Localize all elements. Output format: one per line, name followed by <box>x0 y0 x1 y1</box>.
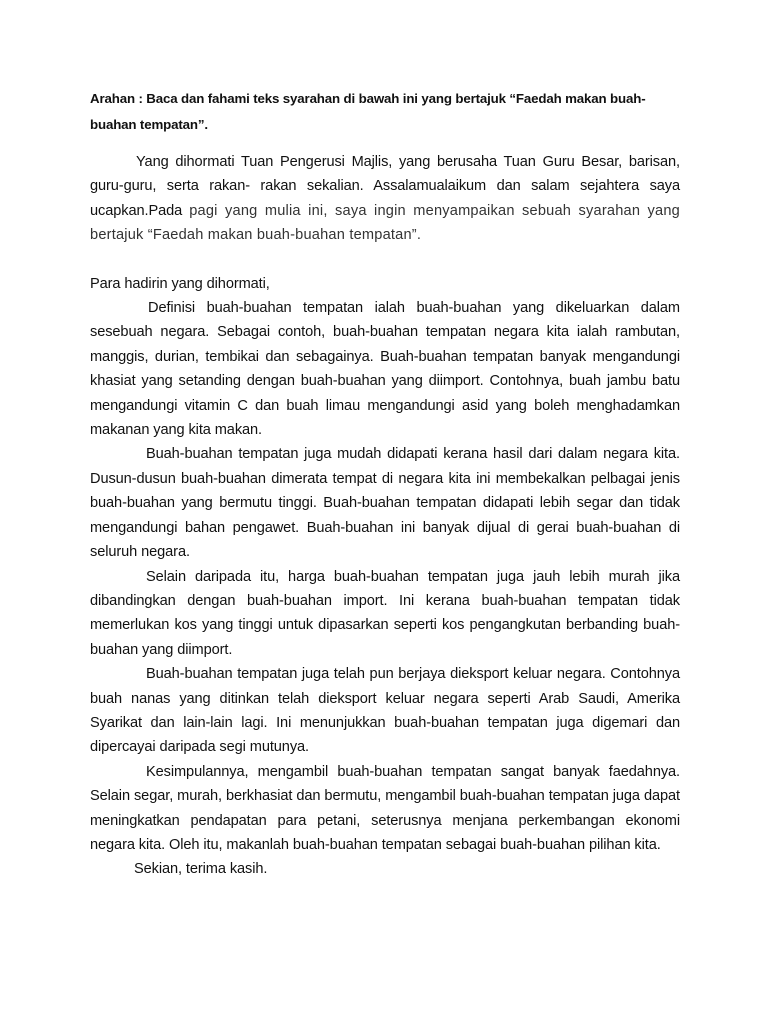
instruction-heading: Arahan : Baca dan fahami teks syarahan di bawah ini yang bertajuk “Faedah makan buah-buahan tempatan”. <box>90 91 646 132</box>
paragraph-export: Buah-buahan tempatan juga telah pun berjaya dieksport keluar negara. Contohnya buah nanas yang ditinkan telah dieksport keluar negara seperti Arab Saudi, Amerika Syarikat dan lain-lain lagi. Ini menunjukkan buah-buahan tempatan juga digemari dan dipercayai daripada segi mutunya. <box>90 666 680 756</box>
speech-title-sentence: pagi yang mulia ini, saya ingin menyampaikan sebuah syarahan yang bertajuk “Faedah makan buah-buahan tempatan”. <box>90 202 680 244</box>
paragraph-price: Selain daripada itu, harga buah-buahan tempatan juga jauh lebih murah jika dibandingkan dengan buah-buahan import. Ini kerana buah-buahan tempatan tidak memerlukan kos yang tinggi untuk dipasarkan seperti kos pengangkutan berbanding buah-buahan yang diimport. <box>90 568 680 658</box>
opening-sentence-continuation: Pada <box>148 202 190 219</box>
paragraph-availability: Buah-buahan tempatan juga mudah didapati kerana hasil dari dalam negara kita. Dusun-dusun buah-buahan dimerata tempat di negara kita ini membekalkan pelbagai jenis buah-buahan yang bermutu tinggi. Buah-buahan tempatan didapati lebih segar dan tidak mengandungi bahan pengawet. Buah-buahan ini banyak dijual di gerai buah-buahan di seluruh negara. <box>90 446 680 561</box>
closing-line: Sekian, terima kasih. <box>134 861 268 878</box>
greeting-line: Para hadirin yang dihormati, <box>90 275 270 292</box>
opening-sentence: Yang dihormati Tuan Pengerusi Majlis, yang berusaha Tuan Guru Besar, barisan, guru-guru, serta rakan- rakan sekalian. Assalamualaikum dan salam sejahtera saya ucapkan. <box>90 154 680 219</box>
paragraph-definition: Definisi buah-buahan tempatan ialah buah-buahan yang dikeluarkan dalam sesebuah negara. Sebagai contoh, buah-buahan tempatan negara kita ialah rambutan, manggis, durian, tembikai dan sebagainya. Buah-buahan tempatan banyak mengandungi khasiat yang setanding dengan buah-buahan yang diimport. Contohnya, buah jambu batu mengandungi vitamin C dan buah limau mengandungi asid yang boleh menghadamkan makanan yang kita makan. <box>90 300 680 439</box>
speech-body <box>90 150 680 882</box>
paragraph-conclusion: Kesimpulannya, mengambil buah-buahan tempatan sangat banyak faedahnya. Selain segar, murah, berkhasiat dan bermutu, mengambil buah-buahan tempatan juga dapat meningkatkan pendapatan para petani, seterusnya menjana perkembangan ekonomi negara kita. Oleh itu, makanlah buah-buahan tempatan sebagai buah-buahan pilihan kita. <box>90 763 680 853</box>
opening-paragraph <box>90 150 680 248</box>
